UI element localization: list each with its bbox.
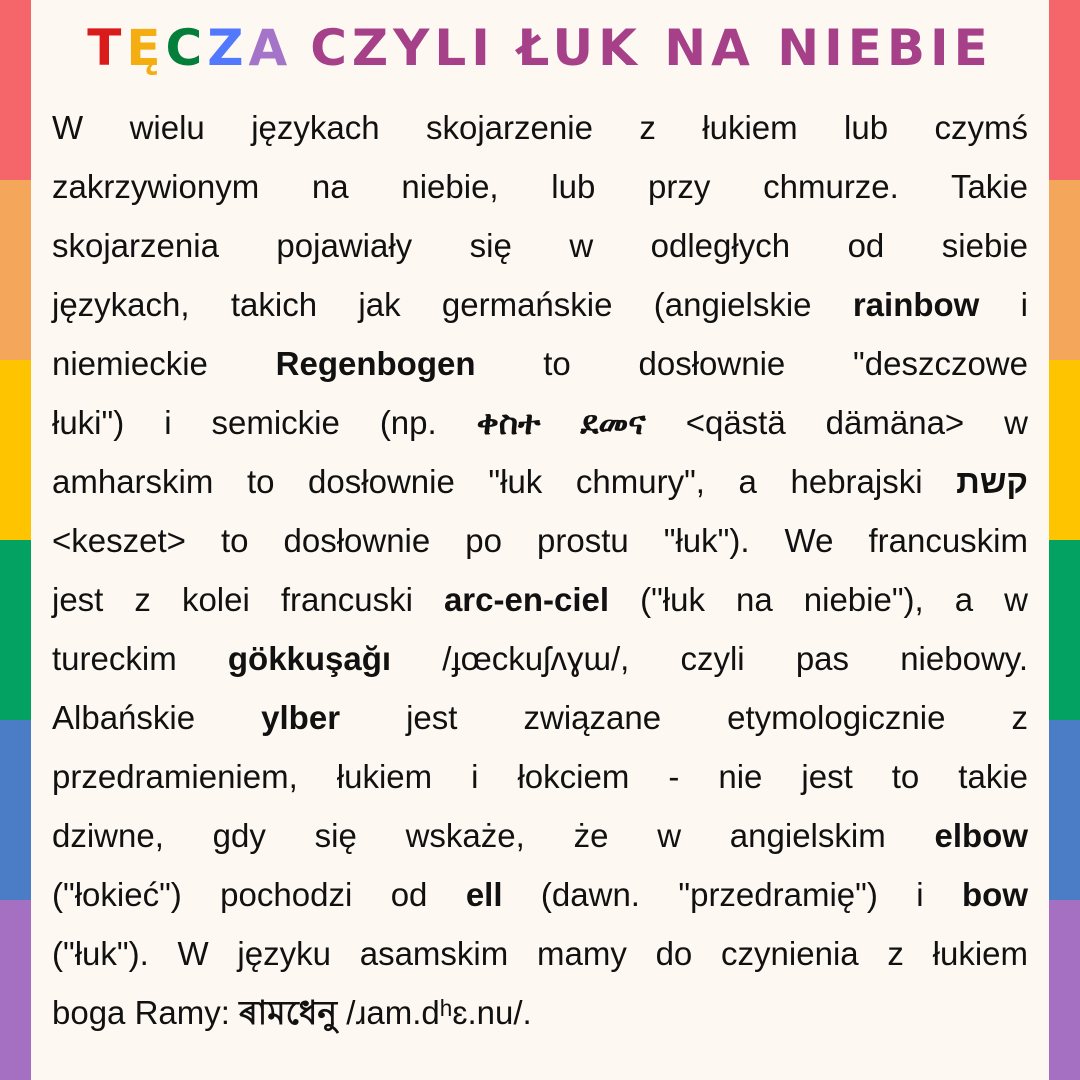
stripe-band-yellow — [0, 360, 31, 540]
text-line — [52, 570, 1028, 629]
title-colored-word — [87, 18, 292, 78]
stripe-band-green — [1049, 540, 1080, 720]
text-line — [52, 216, 1028, 275]
body-paragraph — [52, 98, 1028, 1042]
text-line — [52, 275, 1028, 334]
stripe-band-orange — [1049, 180, 1080, 360]
highlighted-term: ቀስተ ደመና — [476, 404, 646, 441]
text-line — [52, 806, 1028, 865]
text-segment: niemieckie — [52, 345, 276, 382]
stripe-band-blue — [0, 720, 31, 900]
text-line — [52, 98, 1028, 157]
text-segment: łuki") i semickie (np. — [52, 404, 477, 441]
text-segment: Albańskie — [52, 699, 262, 736]
text-segment: W wielu językach skojarzenie z łukiem lub czymś — [52, 109, 1028, 146]
text-segment: tureckim — [52, 640, 228, 677]
title-rest: CZYLI ŁUK NA NIEBIE — [310, 19, 993, 77]
text-line — [52, 688, 1028, 747]
highlighted-term: ৰামধেনু — [239, 994, 338, 1031]
highlighted-term: rainbow — [852, 286, 980, 323]
highlighted-term: ylber — [261, 699, 341, 736]
text-line — [52, 511, 1028, 570]
highlighted-term: Regenbogen — [275, 345, 476, 382]
highlighted-term: gökkuşağı — [227, 640, 392, 677]
text-segment: to dosłownie "deszczowe — [475, 345, 1028, 382]
text-segment: /ɟœckuʃʌɣɯ/, czyli pas niebowy. — [391, 640, 1028, 677]
title-letter: A — [248, 19, 293, 77]
text-segment: jest związane etymologicznie z — [340, 699, 1028, 736]
text-segment: skojarzenia pojawiały się w odległych od siebie — [52, 227, 1028, 264]
text-segment: dziwne, gdy się wskaże, że w angielskim — [52, 817, 935, 854]
text-segment: przedramieniem, łukiem i łokciem - nie jest to takie — [52, 758, 1028, 795]
title-letter: T — [87, 19, 127, 77]
highlighted-term: ell — [465, 876, 503, 913]
rainbow-stripe-left — [0, 0, 31, 1080]
stripe-band-orange — [0, 180, 31, 360]
text-segment: ("łuk"). W języku asamskim mamy do czynienia z łukiem — [52, 935, 1028, 972]
stripe-band-green — [0, 540, 31, 720]
stripe-band-purple — [1049, 900, 1080, 1080]
text-line — [52, 924, 1028, 983]
text-segment: <keszet> to dosłownie po prostu "łuk"). We francuskim — [52, 522, 1028, 559]
stripe-band-yellow — [1049, 360, 1080, 540]
text-segment: <qästä dämäna> w — [645, 404, 1028, 441]
highlighted-term: קשת — [956, 463, 1028, 500]
text-line — [52, 452, 1028, 511]
text-segment: /ɹam.dʰɛ.nu/. — [337, 994, 532, 1031]
text-segment: jest z kolei francuski — [52, 581, 444, 618]
text-segment: językach, takich jak germańskie (angielskie — [52, 286, 853, 323]
rainbow-stripe-right — [1049, 0, 1080, 1080]
text-segment: i — [979, 286, 1029, 323]
text-segment: amharskim to dosłownie "łuk chmury", a hebrajski — [52, 463, 957, 500]
text-line — [52, 334, 1028, 393]
text-segment: ("łokieć") pochodzi od — [52, 876, 466, 913]
text-segment: boga Ramy: — [52, 994, 240, 1031]
text-line — [52, 393, 1028, 452]
page-title — [0, 18, 1080, 78]
text-line — [52, 747, 1028, 806]
title-letter: C — [165, 19, 208, 77]
text-segment: (dawn. "przedramię") i — [502, 876, 963, 913]
text-segment: ("łuk na niebie"), a w — [609, 581, 1028, 618]
text-line — [52, 983, 1028, 1042]
stripe-band-blue — [1049, 720, 1080, 900]
title-letter: Ę — [126, 19, 166, 77]
stripe-band-purple — [0, 900, 31, 1080]
text-segment: zakrzywionym na niebie, lub przy chmurze. Takie — [52, 168, 1028, 205]
title-letter: Z — [207, 19, 249, 77]
highlighted-term: elbow — [934, 817, 1028, 854]
text-line — [52, 865, 1028, 924]
highlighted-term: arc-en-ciel — [443, 581, 610, 618]
text-line — [52, 629, 1028, 688]
text-line — [52, 157, 1028, 216]
highlighted-term: bow — [962, 876, 1028, 913]
